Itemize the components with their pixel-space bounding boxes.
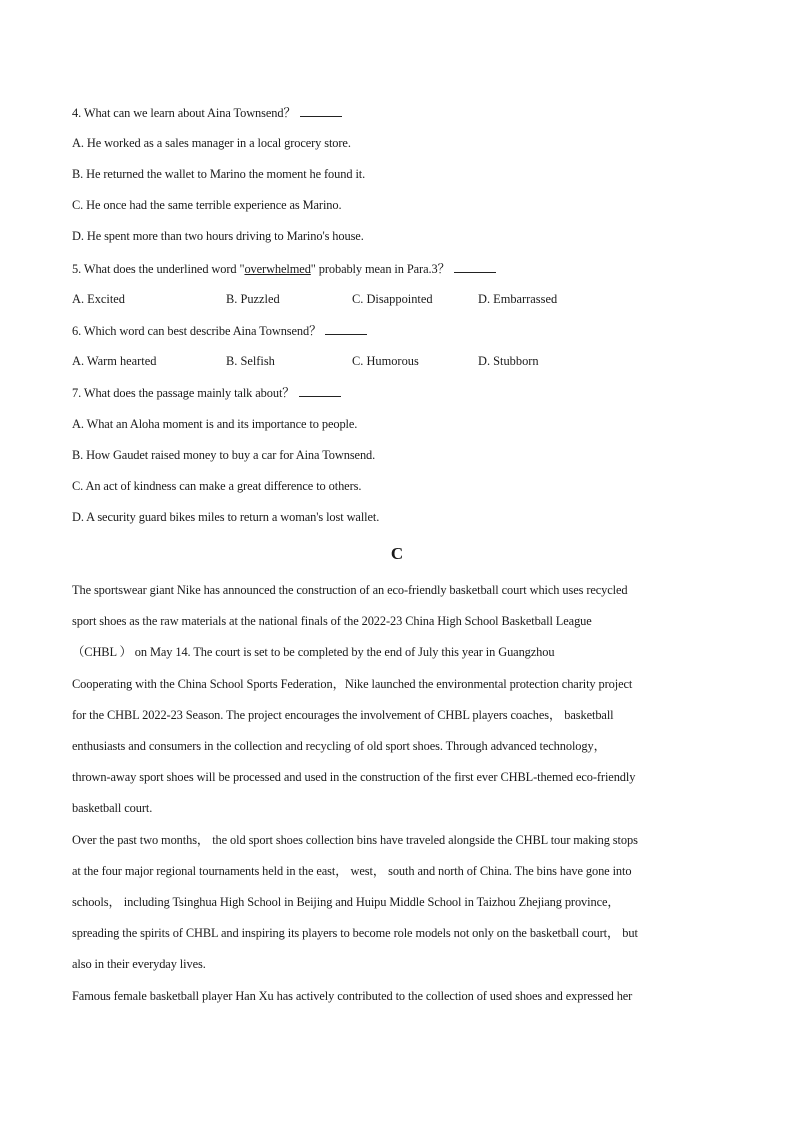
option-6d: D. Stubborn <box>478 354 539 368</box>
passage-line: at the four major regional tournaments held in the east， west， south and north of China. The bins have gone into <box>72 864 632 878</box>
passage-line: （CHBL ） on May 14. The court is set to be completed by the end of July this year in Guangzhou <box>72 645 555 659</box>
option-7d: D. A security guard bikes miles to return a woman's lost wallet. <box>72 510 380 524</box>
answer-blank[interactable] <box>300 104 342 117</box>
passage-line: for the CHBL 2022-23 Season. The project encourages the involvement of CHBL players coaches， basketball <box>72 708 614 722</box>
question-4-stem: 4. What can we learn about Aina Townsend？ <box>72 104 342 121</box>
option-4a: A. He worked as a sales manager in a local grocery store. <box>72 136 351 150</box>
passage-line: also in their everyday lives. <box>72 957 206 971</box>
option-4d: D. He spent more than two hours driving to Marino's house. <box>72 229 364 243</box>
answer-blank[interactable] <box>299 384 341 397</box>
passage-line: enthusiasts and consumers in the collection and recycling of old sport shoes. Through advanced technology， <box>72 739 606 753</box>
option-5c: C. Disappointed <box>352 292 433 306</box>
answer-blank[interactable] <box>325 322 367 335</box>
passage-line: basketball court. <box>72 801 153 815</box>
option-7c: C. An act of kindness can make a great difference to others. <box>72 479 362 493</box>
option-4c: C. He once had the same terrible experience as Marino. <box>72 198 342 212</box>
option-5a: A. Excited <box>72 292 125 306</box>
question-7-stem: 7. What does the passage mainly talk about？ <box>72 384 341 401</box>
answer-blank[interactable] <box>454 260 496 273</box>
passage-line: sport shoes as the raw materials at the national finals of the 2022-23 China High School Basketball League <box>72 614 592 628</box>
passage-line: Cooperating with the China School Sports Federation，Nike launched the environmental protection charity project <box>72 677 633 691</box>
option-6b: B. Selfish <box>226 354 275 368</box>
underlined-word: overwhelmed <box>244 262 311 276</box>
question-5-stem: 5. What does the underlined word "overwhelmed" probably mean in Para.3？ <box>72 260 496 277</box>
option-5b: B. Puzzled <box>226 292 280 306</box>
section-heading-c: C <box>390 544 404 563</box>
passage-line: schools， including Tsinghua High School in Beijing and Huipu Middle School in Taizhou Zhejiang province， <box>72 895 620 909</box>
passage-line: thrown-away sport shoes will be processed and used in the construction of the first ever CHBL-themed eco-friendly <box>72 770 636 784</box>
passage-line: Famous female basketball player Han Xu has actively contributed to the collection of used shoes and expressed her <box>72 989 633 1003</box>
option-7b: B. How Gaudet raised money to buy a car for Aina Townsend. <box>72 448 376 462</box>
passage-line: The sportswear giant Nike has announced the construction of an eco-friendly basketball court which uses recycled <box>72 583 628 597</box>
option-6a: A. Warm hearted <box>72 354 157 368</box>
question-6-stem: 6. Which word can best describe Aina Townsend？ <box>72 322 367 339</box>
passage-line: spreading the spirits of CHBL and inspiring its players to become role models not only on the basketball court， but <box>72 926 638 940</box>
passage-line: Over the past two months， the old sport shoes collection bins have traveled alongside the CHBL tour making stops <box>72 833 638 847</box>
option-4b: B. He returned the wallet to Marino the moment he found it. <box>72 167 366 181</box>
option-5d: D. Embarrassed <box>478 292 558 306</box>
option-6c: C. Humorous <box>352 354 419 368</box>
option-7a: A. What an Aloha moment is and its importance to people. <box>72 417 358 431</box>
